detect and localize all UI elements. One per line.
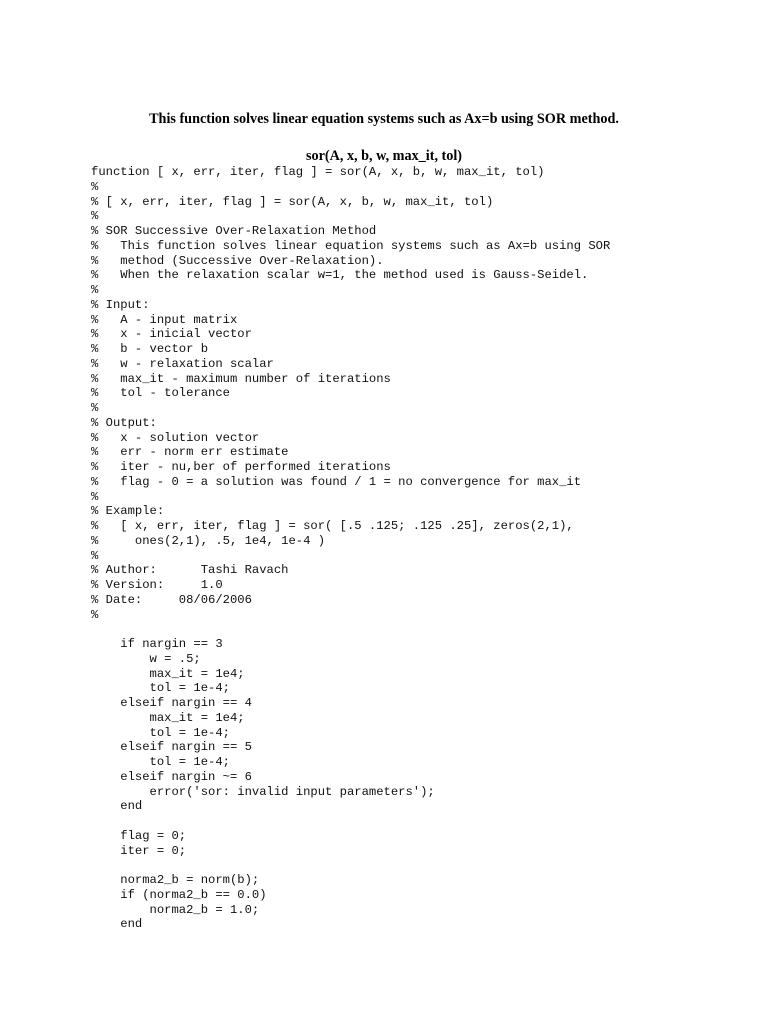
code-line: tol = 1e-4;	[91, 681, 230, 696]
code-line: %	[91, 401, 99, 415]
code-line: % Output:	[91, 415, 157, 430]
code-line: %	[91, 489, 99, 504]
code-line	[91, 622, 610, 637]
code-line	[91, 858, 610, 873]
code-line: error('sor: invalid input parameters');	[91, 784, 435, 799]
code-line: % ones(2,1), .5, 1e4, 1e-4 )	[91, 533, 326, 548]
code-line: % Input:	[91, 297, 150, 312]
code-line: end	[91, 799, 143, 814]
code-line: % [ x, err, iter, flag ] = sor(A, x, b, w, max_it, tol)	[91, 194, 494, 209]
code-line: norma2_b = 1.0;	[91, 902, 260, 917]
code-line: tol = 1e-4;	[91, 755, 230, 769]
code-line: %	[91, 209, 99, 224]
code-line: elseif nargin ~= 6	[91, 769, 252, 784]
code-line: norma2_b = norm(b);	[91, 873, 260, 887]
code-line: % SOR Successive Over-Relaxation Method	[91, 224, 377, 238]
code-line: end	[91, 917, 143, 932]
code-line: % max_it - maximum number of iterations	[91, 371, 391, 386]
code-line: %	[91, 283, 99, 297]
code-line: flag = 0;	[91, 828, 187, 843]
code-line: % When the relaxation scalar w=1, the method used is Gauss-Seidel.	[91, 268, 589, 283]
code-line: % iter - nu,ber of performed iterations	[91, 460, 391, 474]
code-line: % Version: 1.0	[91, 578, 223, 592]
code-line: % This function solves linear equation systems such as Ax=b using SOR	[91, 238, 611, 253]
code-line: % A - input matrix	[91, 312, 238, 327]
code-line: % Date: 08/06/2006	[91, 592, 252, 607]
code-line: % b - vector b	[91, 342, 209, 356]
code-line: % tol - tolerance	[91, 386, 230, 401]
code-line: % err - norm err estimate	[91, 445, 289, 460]
code-line: % method (Successive Over-Relaxation).	[91, 253, 384, 268]
code-line: function [ x, err, iter, flag ] = sor(A, x, b, w, max_it, tol)	[91, 165, 545, 179]
code-line: %	[91, 179, 99, 194]
code-line: if (norma2_b == 0.0)	[91, 887, 267, 902]
code-line: iter = 0;	[91, 843, 187, 858]
code-line: %	[91, 548, 99, 563]
code-line: % [ x, err, iter, flag ] = sor( [.5 .125; .125 .25], zeros(2,1),	[91, 519, 574, 533]
code-line: w = .5;	[91, 651, 201, 666]
code-listing	[91, 165, 610, 932]
code-line	[91, 814, 610, 829]
code-line: max_it = 1e4;	[91, 710, 245, 725]
code-line: if nargin == 3	[91, 637, 223, 651]
code-line: % flag - 0 = a solution was found / 1 = no convergence for max_it	[91, 474, 582, 489]
code-line: % x - inicial vector	[91, 327, 252, 342]
code-line: % x - solution vector	[91, 430, 260, 445]
code-line: max_it = 1e4;	[91, 666, 245, 681]
code-line: % w - relaxation scalar	[91, 356, 274, 371]
code-line: elseif nargin == 4	[91, 696, 252, 710]
function-signature-heading: sor(A, x, b, w, max_it, tol)	[305, 148, 463, 164]
document-title: This function solves linear equation systems such as Ax=b using SOR method.	[149, 111, 619, 127]
code-line: tol = 1e-4;	[91, 725, 230, 740]
code-line: % Author: Tashi Ravach	[91, 563, 289, 578]
code-line: %	[91, 607, 99, 622]
code-line: elseif nargin == 5	[91, 740, 252, 755]
code-line: % Example:	[91, 504, 165, 519]
